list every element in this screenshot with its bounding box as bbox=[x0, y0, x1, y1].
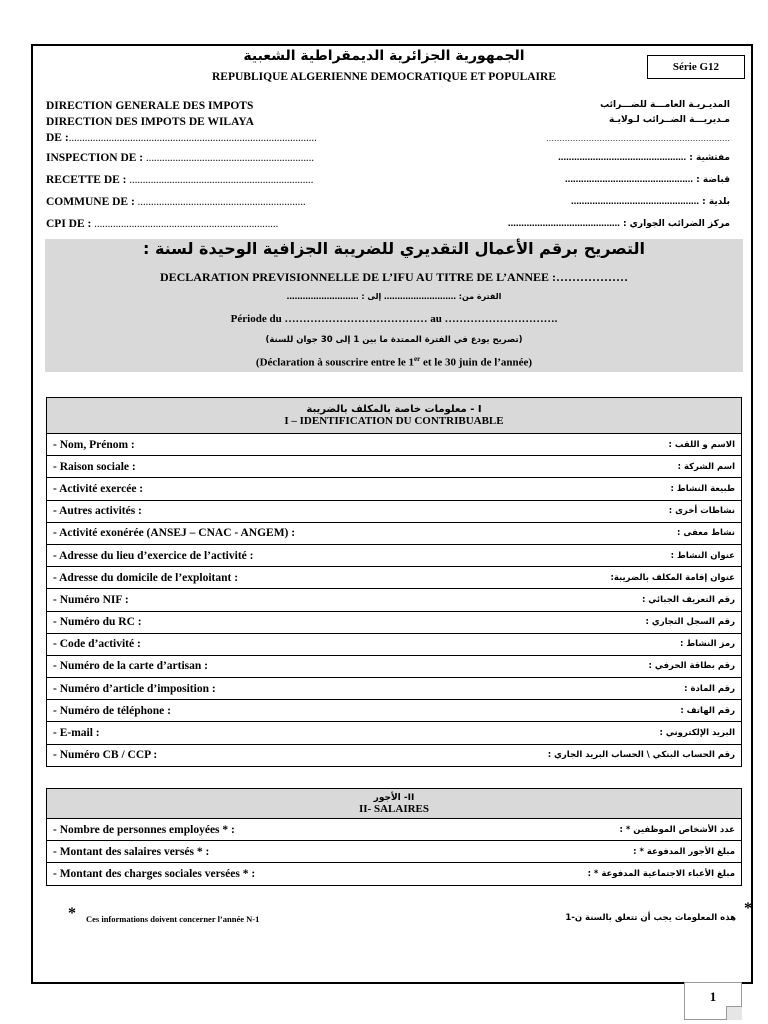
identification-field-11[interactable] bbox=[47, 678, 742, 700]
identification-field-1[interactable] bbox=[47, 456, 742, 478]
identification-label-fr: - Adresse du domicile de l’exploitant : bbox=[53, 571, 239, 584]
identification-label-ar: نشاطات أخرى : bbox=[668, 506, 735, 517]
identification-row bbox=[47, 500, 742, 522]
declaration-title-arabic: التصريح برقم الأعمال التقديري للضريبة الجزافية الوحيدة لسنة : bbox=[142, 239, 646, 258]
wilaya-de-field[interactable]: ………………………………………………………………………………… bbox=[68, 134, 317, 143]
identification-field-13[interactable] bbox=[47, 722, 742, 744]
period-french: Période du ………………………………… au …………………………. bbox=[230, 313, 558, 325]
identification-field-14[interactable] bbox=[47, 744, 742, 766]
wilaya-de-text: DE : bbox=[46, 132, 69, 144]
republic-title-arabic: الجمهورية الجزائرية الديمقراطية الشعبية bbox=[243, 48, 525, 64]
identification-label-ar: الاسم و اللقب : bbox=[668, 439, 735, 450]
identification-field-9[interactable] bbox=[47, 633, 742, 655]
identification-label-ar: اسم الشركة : bbox=[677, 461, 735, 472]
identification-label-ar: رقم الحساب البنكي \ الحساب البريد الجاري : bbox=[547, 750, 735, 761]
salaries-label-fr: - Montant des charges sociales versées * : bbox=[53, 867, 256, 880]
deadline-note-arabic: (تصريح يودع في الفترة الممتدة ما بين 1 إلى 30 جوان للسنة) bbox=[265, 335, 523, 345]
identification-title-arabic: I - معلومات خاصة بالمكلف بالضريبة bbox=[306, 404, 482, 415]
deadline-note-end: et le 30 juin de l’année) bbox=[420, 356, 533, 369]
salaries-row bbox=[47, 841, 742, 863]
cpi-row bbox=[46, 218, 278, 230]
wilaya-de-label bbox=[46, 132, 317, 144]
identification-label-fr: - E-mail : bbox=[53, 727, 100, 740]
inspection-row bbox=[46, 152, 314, 164]
direction-generale-label: DIRECTION GENERALE DES IMPOTS bbox=[46, 100, 254, 112]
identification-row bbox=[47, 678, 742, 700]
recette-arabic-field[interactable]: ………………………………………… bbox=[565, 175, 694, 184]
salaries-title-arabic: II- الأجور bbox=[373, 792, 415, 803]
identification-label-fr: - Autres activités : bbox=[53, 505, 142, 518]
identification-label-ar: عنوان النشاط : bbox=[670, 550, 735, 561]
identification-row bbox=[47, 434, 742, 456]
salaries-label-ar: عدد الأشخاص الموظفين * : bbox=[619, 824, 735, 835]
identification-label-fr: - Adresse du lieu d’exercice de l’activité : bbox=[53, 549, 254, 562]
identification-label-ar: عنوان إقامة المكلف بالضريبة: bbox=[610, 572, 735, 583]
recette-arabic-row bbox=[565, 175, 730, 185]
commune-field[interactable]: ……………………………………………………… bbox=[137, 198, 306, 207]
identification-label-fr: - Numéro de téléphone : bbox=[53, 704, 171, 717]
identification-label-fr: - Numéro CB / CCP : bbox=[53, 749, 158, 762]
identification-label-ar: رقم الهاتف : bbox=[680, 705, 735, 716]
salaries-label-ar: مبلغ الأعباء الاجتماعية المدفوعة * : bbox=[587, 868, 735, 879]
footnote-star-right: * bbox=[744, 900, 752, 917]
commune-row bbox=[46, 196, 306, 208]
identification-table bbox=[46, 397, 742, 767]
identification-row bbox=[47, 611, 742, 633]
inspection-arabic-field[interactable]: ………………………………………… bbox=[558, 153, 687, 162]
salaries-label-ar: مبلغ الأجور المدفوعة * : bbox=[633, 846, 735, 857]
cpi-arabic-label: مركز الضرائب الجواري : bbox=[622, 219, 730, 229]
identification-row bbox=[47, 522, 742, 544]
recette-row bbox=[46, 174, 313, 186]
salaries-label-fr: - Montant des salaires versés * : bbox=[53, 845, 210, 858]
identification-label-ar: رقم السجل التجاري : bbox=[645, 617, 735, 628]
identification-label-fr: - Numéro NIF : bbox=[53, 593, 129, 606]
salaries-row bbox=[47, 819, 742, 841]
inspection-arabic-label: مفتشية : bbox=[689, 153, 730, 163]
salaries-field-1[interactable] bbox=[47, 841, 742, 863]
commune-arabic-row bbox=[571, 197, 730, 207]
identification-row bbox=[47, 722, 742, 744]
recette-arabic-label: قباضة : bbox=[696, 175, 730, 185]
wilaya-arabic-field[interactable]: …………………………………………………………… bbox=[546, 134, 730, 143]
recette-field[interactable]: …………………………………………………………… bbox=[129, 176, 314, 185]
inspection-label: INSPECTION DE : bbox=[46, 152, 144, 164]
republic-title-french: REPUBLIQUE ALGERIENNE DEMOCRATIQUE ET POPULAIRE bbox=[212, 71, 556, 83]
identification-label-fr: - Numéro de la carte d’artisan : bbox=[53, 660, 209, 673]
deadline-note-sup: er bbox=[414, 355, 421, 363]
identification-label-fr: - Activité exercée : bbox=[53, 482, 144, 495]
identification-row bbox=[47, 478, 742, 500]
identification-label-ar: نشاط معفى : bbox=[677, 528, 735, 539]
salaries-field-2[interactable] bbox=[47, 863, 742, 885]
identification-field-4[interactable] bbox=[47, 522, 742, 544]
page-number: 1 bbox=[709, 989, 717, 1004]
recette-label: RECETTE DE : bbox=[46, 174, 127, 186]
salaries-header bbox=[47, 789, 742, 819]
identification-label-fr: - Raison sociale : bbox=[53, 460, 136, 473]
identification-label-ar: طبيعة النشاط : bbox=[670, 483, 735, 494]
identification-field-5[interactable] bbox=[47, 544, 742, 566]
identification-label-ar: رقم بطاقة الحرفي : bbox=[648, 661, 735, 672]
identification-label-fr: - Numéro du RC : bbox=[53, 616, 142, 629]
deadline-note-french bbox=[45, 355, 743, 369]
identification-title-french: I – IDENTIFICATION DU CONTRIBUABLE bbox=[284, 415, 504, 427]
identification-row bbox=[47, 700, 742, 722]
identification-row bbox=[47, 633, 742, 655]
identification-label-ar: رقم التعريف الجبائي : bbox=[641, 594, 735, 605]
salaries-title-french: II- SALAIRES bbox=[359, 802, 429, 815]
cpi-label: CPI DE : bbox=[46, 218, 92, 230]
identification-label-fr: - Nom, Prénom : bbox=[53, 438, 135, 451]
identification-row bbox=[47, 567, 742, 589]
salaries-table bbox=[46, 788, 742, 886]
direction-wilaya-arabic: مـديريـــة الضــرائب لـولايـة bbox=[609, 115, 730, 125]
identification-field-7[interactable] bbox=[47, 589, 742, 611]
salaries-field-0[interactable] bbox=[47, 819, 742, 841]
footnote-arabic: هذه المعلومات يجب أن تتعلق بالسنة ن-1 bbox=[565, 913, 736, 923]
salaries-row bbox=[47, 863, 742, 885]
identification-field-8[interactable] bbox=[47, 611, 742, 633]
identification-row bbox=[47, 655, 742, 677]
identification-field-10[interactable] bbox=[47, 655, 742, 677]
identification-label-fr: - Activité exonérée (ANSEJ – CNAC - ANGEM) : bbox=[53, 527, 296, 540]
salaries-label-fr: - Nombre de personnes employées * : bbox=[53, 823, 235, 836]
identification-field-0[interactable] bbox=[47, 434, 742, 456]
identification-field-6[interactable] bbox=[47, 567, 742, 589]
identification-field-3[interactable] bbox=[47, 500, 742, 522]
inspection-field[interactable]: ……………………………………………………… bbox=[146, 154, 315, 163]
series-badge: Série G12 bbox=[647, 55, 745, 79]
cpi-arabic-row bbox=[508, 219, 730, 229]
page-corner-fold bbox=[726, 1006, 742, 1020]
direction-wilaya-label: DIRECTION DES IMPOTS DE WILAYA bbox=[46, 116, 254, 128]
declaration-banner bbox=[45, 239, 743, 372]
deadline-note-start: (Déclaration à souscrire entre le 1 bbox=[255, 356, 415, 369]
declaration-title-french: DECLARATION PREVISIONNELLE DE L’IFU AU TITRE DE L’ANNEE :……………… bbox=[159, 270, 629, 284]
cpi-arabic-field[interactable]: …………………………………… bbox=[507, 219, 620, 228]
cpi-field[interactable]: …………………………………………………………… bbox=[94, 220, 279, 229]
identification-row bbox=[47, 544, 742, 566]
identification-label-ar: رقم المادة : bbox=[684, 683, 735, 694]
identification-row bbox=[47, 456, 742, 478]
identification-row bbox=[47, 589, 742, 611]
commune-arabic-field[interactable]: ………………………………………… bbox=[571, 197, 700, 206]
direction-generale-arabic: المديـريـة العامـــة للضـــرائب bbox=[600, 100, 730, 110]
footnote-star-left: * bbox=[68, 905, 76, 922]
identification-label-fr: - Code d’activité : bbox=[53, 638, 141, 651]
identification-row bbox=[47, 744, 742, 766]
identification-label-fr: - Numéro d’article d’imposition : bbox=[53, 682, 216, 695]
inspection-arabic-row bbox=[558, 153, 730, 163]
identification-label-ar: رمز النشاط : bbox=[679, 639, 735, 650]
identification-label-ar: البريد الإلكتروني : bbox=[659, 728, 735, 739]
commune-label: COMMUNE DE : bbox=[46, 196, 135, 208]
footnote-french: Ces informations doivent concerner l’année N-1 bbox=[86, 914, 260, 924]
identification-header bbox=[47, 398, 742, 434]
identification-field-2[interactable] bbox=[47, 478, 742, 500]
commune-arabic-label: بلدية : bbox=[702, 197, 730, 207]
period-arabic: الفترة من: ……………………… إلى : ……………………… bbox=[286, 292, 502, 301]
identification-field-12[interactable] bbox=[47, 700, 742, 722]
